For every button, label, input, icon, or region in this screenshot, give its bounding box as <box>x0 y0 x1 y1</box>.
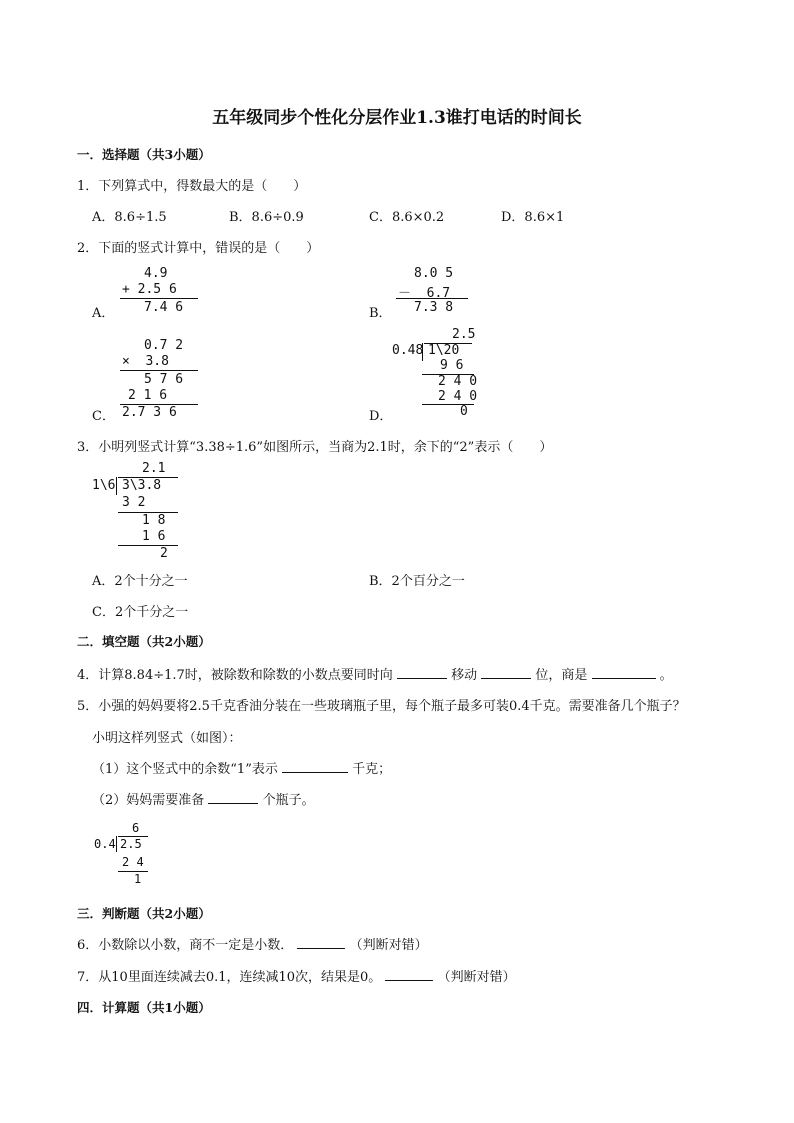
calc-quotient: 2.5 <box>452 327 476 342</box>
section-heading-choice: 一．选择题（共3小题） <box>77 147 211 162</box>
calc-rule <box>120 370 198 371</box>
q4-blank-1[interactable] <box>397 666 447 679</box>
q5-sub1-blank[interactable] <box>282 760 348 773</box>
q5-sub1-text-b: 千克； <box>352 762 392 777</box>
calc-row: － 6.7 <box>398 286 451 301</box>
q5-sub1 <box>92 758 391 777</box>
calc-rule <box>118 545 178 546</box>
calc-row: 2 4 <box>122 855 144 869</box>
calc-row: 3 2 <box>122 495 146 510</box>
calc-divisor: 0.48 <box>392 343 424 358</box>
q5-sub2-text-a: （2）妈妈需要准备 <box>92 793 205 808</box>
calc-row: + 2.5 6 <box>122 282 177 297</box>
calc-dividend: 1\20 <box>428 343 460 358</box>
q3-option-a[interactable]: A．2个十分之一 <box>92 574 188 589</box>
q5-sub2 <box>92 789 315 808</box>
q1-option-c[interactable]: C．8.6×0.2 <box>369 210 445 225</box>
q7-suffix: （判断对错） <box>437 970 516 985</box>
calc-bracket-side <box>116 836 117 852</box>
question-4 <box>77 664 673 683</box>
calc-quotient: 6 <box>132 821 140 835</box>
calc-row: × 3.8 <box>122 354 169 369</box>
calc-dividend: 2.5 <box>120 837 142 851</box>
question-1-stem: 1．下列算式中，得数最大的是（ ） <box>77 179 307 194</box>
calc-row: 2 4 0 <box>438 374 478 389</box>
question-6 <box>77 934 428 953</box>
calc-bracket-side <box>116 477 117 495</box>
calc-rule <box>120 298 198 299</box>
calc-row: 0.7 2 <box>144 338 184 353</box>
calc-quotient: 2.1 <box>142 461 166 476</box>
calc-rule <box>396 298 468 299</box>
question-7 <box>77 966 516 985</box>
q2-option-b-label[interactable]: B． <box>369 306 392 321</box>
section-heading-calc: 四．计算题（共1小题） <box>77 1000 211 1015</box>
q6-text: 6．小数除以小数，商不一定是小数． <box>77 938 294 953</box>
calc-row: 2 4 0 <box>438 389 478 404</box>
section-heading-fill: 二．填空题（共2小题） <box>77 634 211 649</box>
q5-sub2-blank[interactable] <box>208 791 258 804</box>
q5-sub1-text-a: （1）这个竖式中的余数“1”表示 <box>92 762 278 777</box>
calc-row: 2 1 6 <box>128 388 168 403</box>
q6-suffix: （判断对错） <box>349 938 428 953</box>
q2-option-c-label[interactable]: C． <box>92 409 115 424</box>
q1-option-d[interactable]: D．8.6×1 <box>501 210 565 225</box>
q1-option-b[interactable]: B．8.6÷0.9 <box>229 210 304 225</box>
q5-sub2-text-b: 个瓶子。 <box>262 793 315 808</box>
calc-row: 5 7 6 <box>144 372 184 387</box>
calc-row: 8.0 5 <box>414 266 454 281</box>
q4-text-4: 。 <box>659 668 673 683</box>
calc-row: 1 <box>134 872 142 886</box>
section-heading-judge: 三．判断题（共2小题） <box>77 906 211 921</box>
q5-line2: 小明这样列竖式（如图）： <box>92 731 242 746</box>
question-2-stem: 2．下面的竖式计算中，错误的是（ ） <box>77 241 320 256</box>
calc-rule <box>118 871 148 872</box>
calc-divisor: 0.4 <box>94 837 116 851</box>
calc-row: 9 6 <box>440 358 464 373</box>
q7-text: 7．从10里面连续减去0.1，连续减10次，结果是0。 <box>77 970 382 985</box>
calc-row: 2.7 3 6 <box>122 405 177 420</box>
calc-row: 4.9 <box>144 266 168 281</box>
calc-dividend: 3\3.8 <box>122 478 162 493</box>
calc-row: 2 <box>160 546 168 561</box>
q4-text-1: 4．计算8.84÷1.7时，被除数和除数的小数点要同时向 <box>77 668 393 683</box>
calc-row: 1 6 <box>142 529 166 544</box>
q3-option-c[interactable]: C．2个千分之一 <box>92 605 189 620</box>
calc-row: 0 <box>460 404 468 419</box>
q1-option-a[interactable]: A．8.6÷1.5 <box>92 210 167 225</box>
question-5-stem: 5．小强的妈妈要将2.5千克香油分装在一些玻璃瓶子里，每个瓶子最多可装0.4千克。需要准备几个瓶子？ <box>77 699 686 714</box>
page-title: 五年级同步个性化分层作业1.3谁打电话的时间长 <box>212 108 582 128</box>
q7-blank[interactable] <box>385 968 433 981</box>
calc-row: 7.3 8 <box>414 300 454 315</box>
q3-option-b[interactable]: B．2个百分之一 <box>369 574 465 589</box>
q2-option-d-label[interactable]: D． <box>369 409 393 424</box>
q2-option-a-label[interactable]: A． <box>92 306 115 321</box>
calc-divisor: 1\6 <box>92 478 116 493</box>
q4-text-3: 位，商是 <box>535 668 588 683</box>
q4-blank-2[interactable] <box>481 666 531 679</box>
q4-blank-3[interactable] <box>592 666 656 679</box>
q4-text-2: 移动 <box>451 668 478 683</box>
question-3-stem: 3．小明列竖式计算“3.38÷1.6”如图所示，当商为2.1时，余下的“2”表示（ ） <box>77 440 553 455</box>
q6-blank[interactable] <box>297 936 345 949</box>
calc-row: 7.4 6 <box>144 300 184 315</box>
calc-row: 1 8 <box>142 513 166 528</box>
